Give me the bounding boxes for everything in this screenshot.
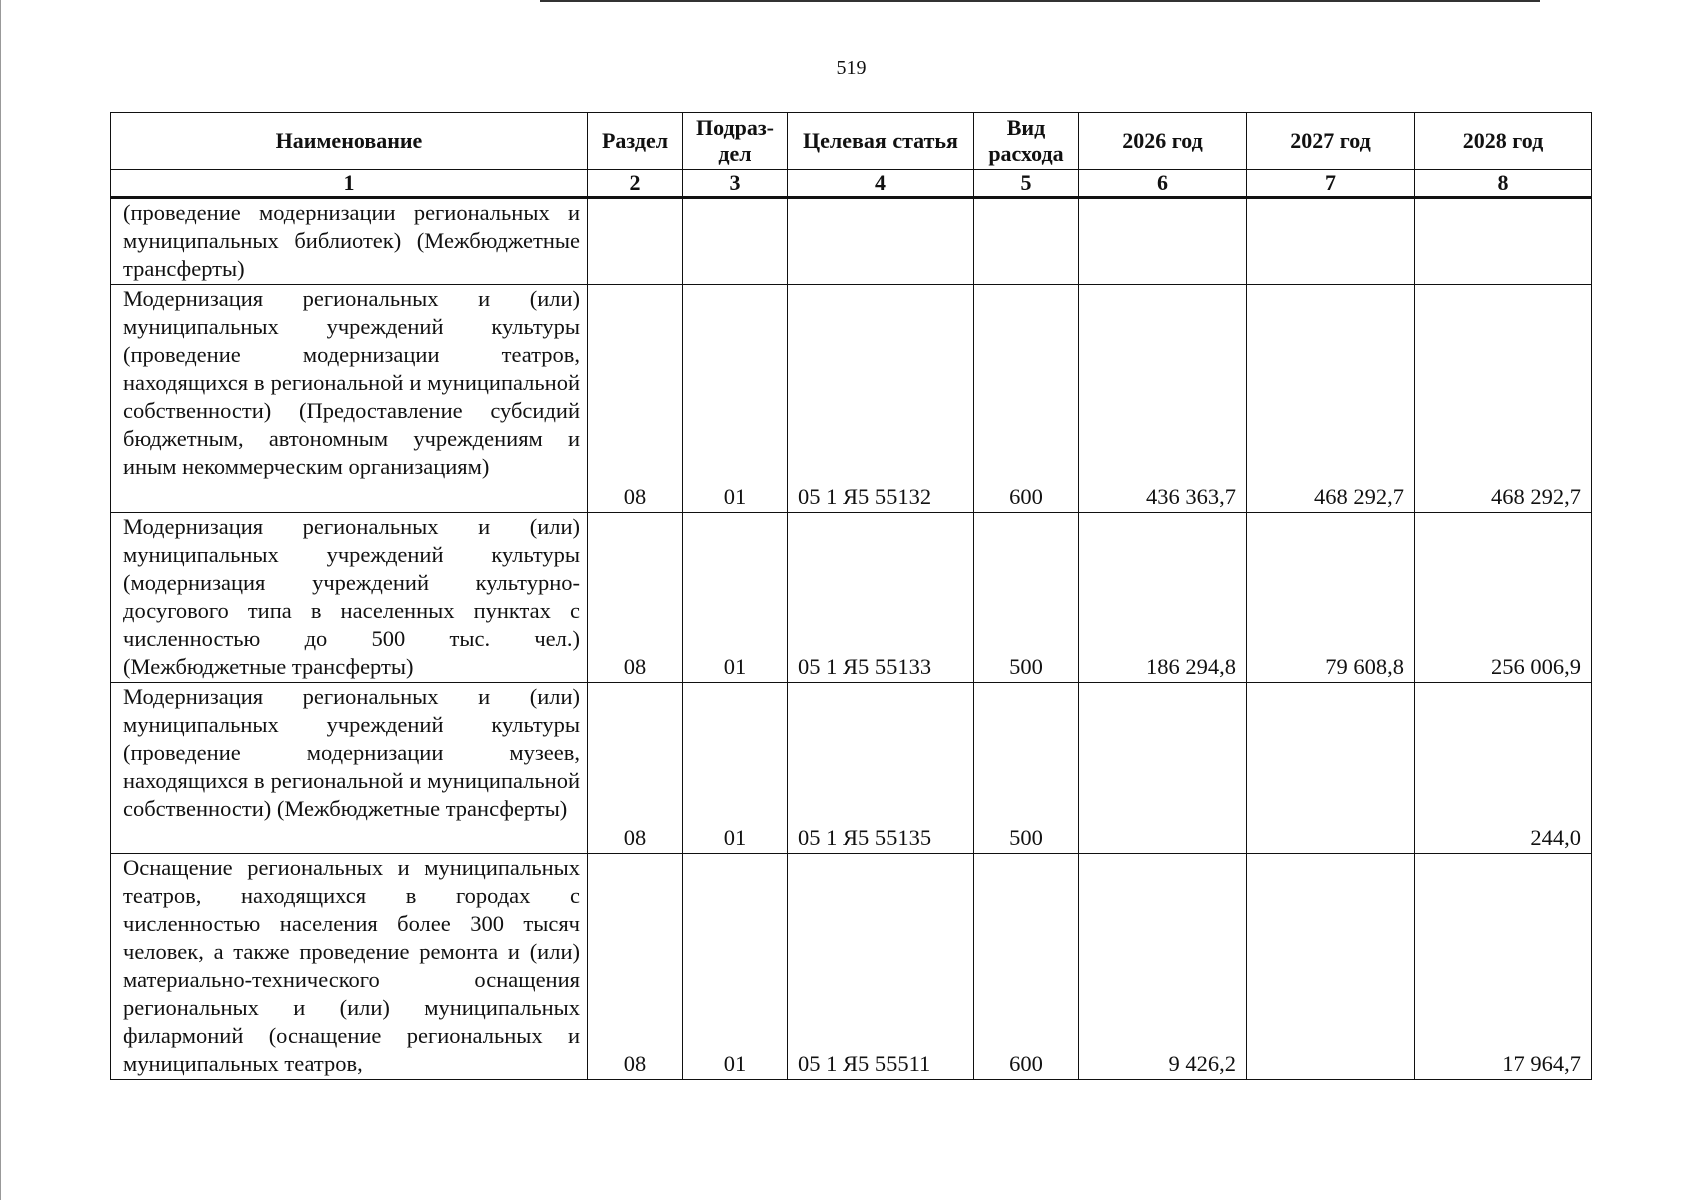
cell-2027: 79 608,8	[1247, 513, 1415, 683]
column-number: 3	[683, 170, 788, 198]
header-name: Наименование	[111, 113, 588, 170]
cell-2028: 256 006,9	[1415, 513, 1592, 683]
table-row	[111, 854, 1592, 1080]
cell-name: Оснащение региональных и муниципальных театров, находящихся в городах с численностью населения более 300 тысяч человек, а также проведение ремонта и (или) материально-технического оснащения региональных и (или) муниципальных филармоний (оснащение региональных и муниципальных театров,	[111, 854, 588, 1080]
cell-2026	[1079, 198, 1247, 285]
cell-celevaya-statya: 05 1 Я5 55511	[788, 854, 974, 1080]
table-row	[111, 198, 1592, 285]
cell-name: Модернизация региональных и (или) муниципальных учреждений культуры (модернизация учреждений культурно-досугового типа в населенных пунктах с численностью до 500 тыс. чел.) (Межбюджетные трансферты)	[111, 513, 588, 683]
cell-podrazdel	[683, 198, 788, 285]
cell-podrazdel: 01	[683, 854, 788, 1080]
cell-vid-rashoda: 600	[974, 854, 1079, 1080]
cell-razdel	[588, 198, 683, 285]
cell-2028: 17 964,7	[1415, 854, 1592, 1080]
header-2026: 2026 год	[1079, 113, 1247, 170]
cell-2028: 244,0	[1415, 683, 1592, 854]
column-number-row	[111, 170, 1592, 198]
cell-razdel: 08	[588, 683, 683, 854]
column-number: 5	[974, 170, 1079, 198]
table-row	[111, 513, 1592, 683]
cell-2028: 468 292,7	[1415, 285, 1592, 513]
cell-razdel: 08	[588, 513, 683, 683]
cell-razdel: 08	[588, 285, 683, 513]
table-row	[111, 285, 1592, 513]
cell-2027	[1247, 683, 1415, 854]
cell-name: (проведение модернизации региональных и муниципальных библиотек) (Межбюджетные трансферты)	[111, 198, 588, 285]
cell-vid-rashoda: 500	[974, 513, 1079, 683]
cell-2026	[1079, 683, 1247, 854]
cell-name: Модернизация региональных и (или) муниципальных учреждений культуры (проведение модернизации музеев, находящихся в региональной и муниципальной собственности) (Межбюджетные трансферты)	[111, 683, 588, 854]
header-vid-rashoda: Вид расхода	[974, 113, 1079, 170]
cell-celevaya-statya: 05 1 Я5 55132	[788, 285, 974, 513]
cell-2027	[1247, 854, 1415, 1080]
cell-razdel: 08	[588, 854, 683, 1080]
column-number: 4	[788, 170, 974, 198]
cell-2026: 186 294,8	[1079, 513, 1247, 683]
column-number: 8	[1415, 170, 1592, 198]
cell-vid-rashoda: 600	[974, 285, 1079, 513]
cell-vid-rashoda	[974, 198, 1079, 285]
cell-podrazdel: 01	[683, 513, 788, 683]
header-2028: 2028 год	[1415, 113, 1592, 170]
cell-2027: 468 292,7	[1247, 285, 1415, 513]
header-celevaya-statya: Целевая статья	[788, 113, 974, 170]
scan-border-top	[540, 0, 1540, 2]
cell-2026: 436 363,7	[1079, 285, 1247, 513]
column-number: 7	[1247, 170, 1415, 198]
cell-celevaya-statya	[788, 198, 974, 285]
page-number: 519	[836, 57, 867, 79]
cell-celevaya-statya: 05 1 Я5 55133	[788, 513, 974, 683]
scan-border-left	[0, 0, 1, 1200]
cell-vid-rashoda: 500	[974, 683, 1079, 854]
header-2027: 2027 год	[1247, 113, 1415, 170]
cell-2026: 9 426,2	[1079, 854, 1247, 1080]
cell-podrazdel: 01	[683, 285, 788, 513]
column-number: 6	[1079, 170, 1247, 198]
cell-2028	[1415, 198, 1592, 285]
cell-celevaya-statya: 05 1 Я5 55135	[788, 683, 974, 854]
cell-podrazdel: 01	[683, 683, 788, 854]
column-number: 2	[588, 170, 683, 198]
header-razdel: Раздел	[588, 113, 683, 170]
column-number: 1	[111, 170, 588, 198]
cell-2027	[1247, 198, 1415, 285]
table-row	[111, 683, 1592, 854]
header-row	[111, 113, 1592, 170]
cell-name: Модернизация региональных и (или) муниципальных учреждений культуры (проведение модернизации театров, находящихся в региональной и муниципальной собственности) (Предоставление субсидий бюджетным, автономным учреждениям и иным некоммерческим организациям)	[111, 285, 588, 513]
budget-table	[110, 112, 1592, 1080]
header-podrazdel: Подраз-дел	[683, 113, 788, 170]
